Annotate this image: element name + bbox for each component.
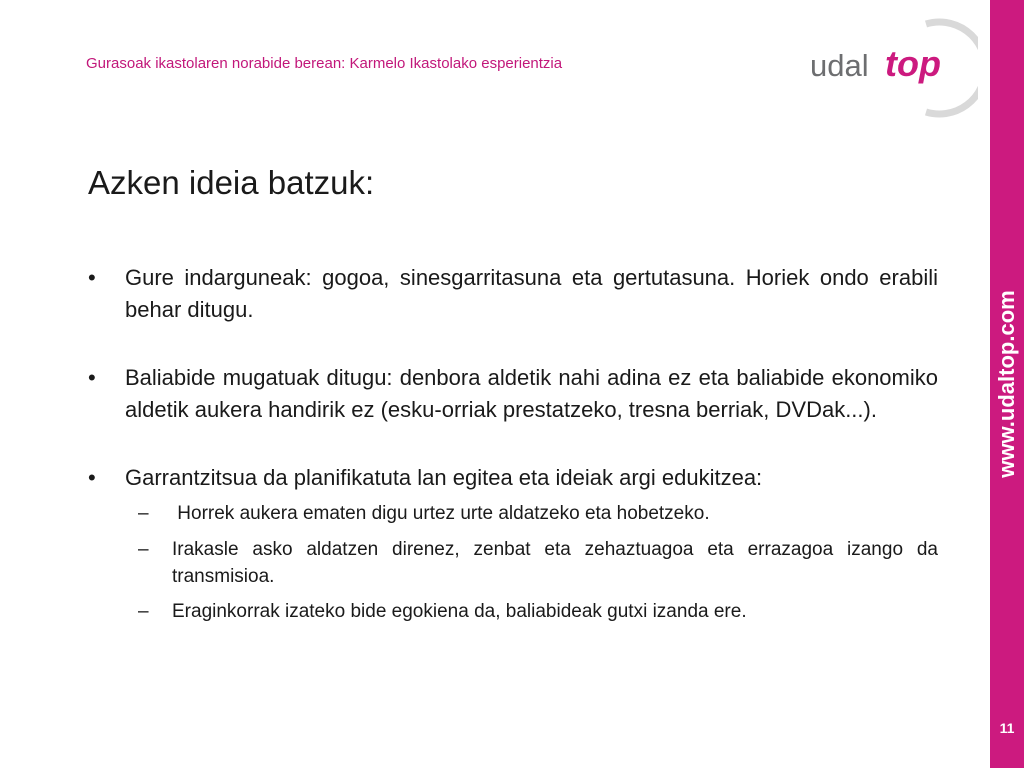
sidebar-url: www.udaltop.com [994,290,1019,478]
bullet-marker: • [88,265,96,290]
sub-bullet-marker: – [138,601,149,623]
slide-content [88,262,938,635]
sub-bullet-marker: – [138,539,149,561]
bullet-marker: • [88,464,96,490]
bullet-item [88,262,938,326]
bullet-text: Baliabide mugatuak ditugu: denbora aldetik nahi adina ez eta baliabide ekonomiko aldetik aukera handirik ez (esku-orriak prestatzeko, tresna berriak, DVDak...). [125,364,938,422]
slide-header-subtitle: Gurasoak ikastolaren norabide berean: Karmelo Ikastolako esperientzia [86,55,563,72]
sub-bullet-text: Eraginkorrak izateko bide egokiena da, baliabideak gutxi izanda ere. [172,601,747,623]
bullet-text: Gure indarguneak: gogoa, sinesgarritasuna eta gertutasuna. Horiek ondo erabili behar ditugu. [125,265,938,322]
bullet-item [88,462,938,494]
sub-bullet-item [88,537,938,590]
slide-title: Azken ideia batzuk: [88,164,375,201]
bullet-marker: • [88,364,96,390]
bullet-item [88,362,938,426]
bullet-text: Garrantzitsua da planifikatuta lan egitea eta ideiak argi edukitzea: [125,464,763,490]
sub-bullet-text: Irakasle asko aldatzen direnez, zenbat eta zehaztuagoa eta errazagoa izango da transmisioa. [172,539,938,587]
sub-bullet-item [88,501,938,528]
sub-bullet-text: Horrek aukera ematen digu urtez urte aldatzeko eta hobetzeko. [172,503,710,525]
sub-bullet-item [88,599,938,626]
page-number: 11 [999,720,1015,736]
udaltop-logo [808,18,978,118]
logo-text-top: top [885,43,941,84]
logo-text-udal: udal [810,48,869,83]
sub-bullet-marker: – [138,503,149,525]
